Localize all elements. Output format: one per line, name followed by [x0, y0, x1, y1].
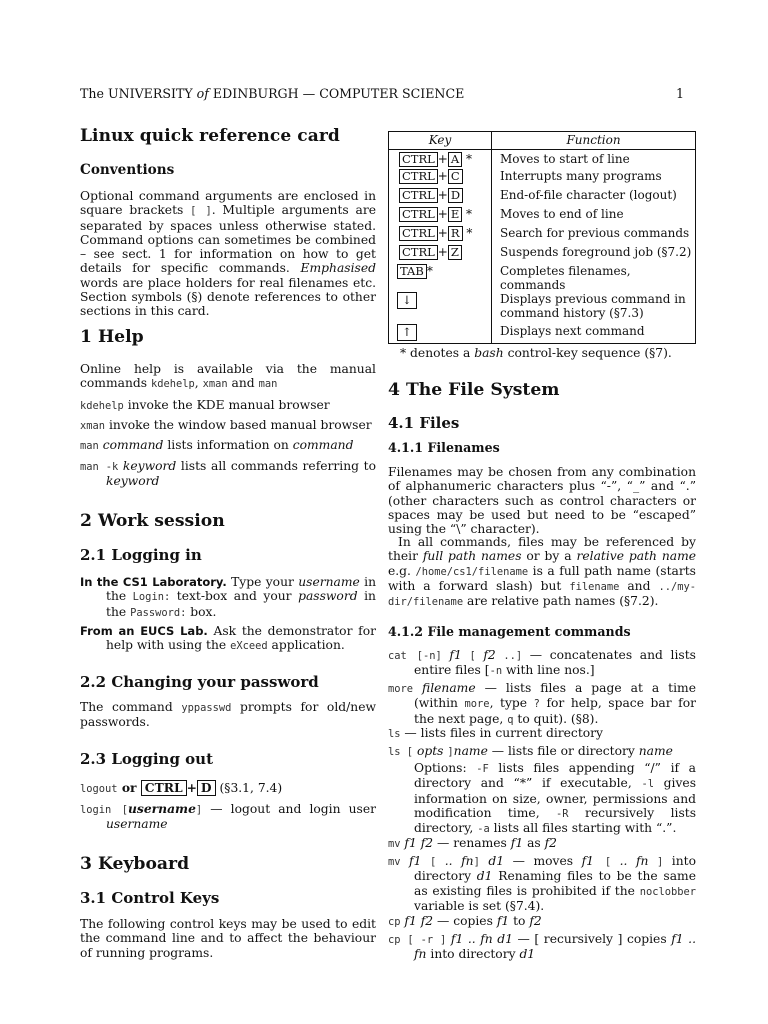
logging-out-heading: 2.3 Logging out: [80, 750, 214, 768]
table-row: CTRL + D End-of-file character (logout): [389, 188, 696, 207]
table-header-row: [389, 132, 696, 150]
control-keys-heading: 3.1 Control Keys: [80, 889, 220, 907]
work-session-heading: 2 Work session: [80, 511, 225, 531]
cmd-cp-copy: cp f1 f2 — copies f1 to f2: [388, 914, 542, 928]
files-heading: 4.1 Files: [388, 414, 460, 432]
up-arrow-icon: ↑: [397, 324, 417, 341]
table-footnote: * denotes a bash control-key sequence (§7).: [400, 346, 672, 360]
header-title: The UNIVERSITY of EDINBURGH — COMPUTER SCIENCE: [80, 86, 465, 101]
down-arrow-icon: ↓: [397, 292, 417, 309]
table-row: CTRL + Z Suspends foreground job (§7.2): [389, 245, 696, 264]
filenames-heading: 4.1.1 Filenames: [388, 440, 500, 455]
filenames-text: Filenames may be chosen from any combination of alphanumeric characters plus “-”, “_” and “.” (other characters such as control characters or spaces may be used but need to be “escaped” using the “\” character).: [388, 465, 696, 537]
ctrl-key: CTRL: [141, 780, 187, 796]
table-row: ↑ Displays next command: [389, 324, 696, 344]
tab-key: TAB: [397, 264, 427, 279]
col-function-header: Function: [492, 132, 696, 150]
control-keys-text: The following control keys may be used to edit the command line and to affect the behaviour of running programs.: [80, 917, 376, 960]
help-item-man-k: man -k keyword lists all commands referring to keyword: [80, 459, 376, 489]
cs1-lab-text: In the CS1 Laboratory. Type your username in the Login: text-box and your password in the Password: box.: [80, 575, 376, 619]
logout-line: logout or CTRL + D (§3.1, 7.4): [80, 780, 283, 795]
help-heading: 1 Help: [80, 327, 144, 347]
ls-options-text: Options: -F lists files appending “/” if a directory and “*” if executable, -l gives information on size, owner, permissions and modification time, -R recursively lists directory, -a lists all files starting with “.”.: [414, 761, 697, 836]
table-row: ↓ Displays previous command in command history (§7.3): [389, 292, 696, 324]
cmd-ls: ls — lists files in current directory: [388, 726, 603, 740]
card-title: Linux quick reference card: [80, 126, 340, 146]
page-header: [80, 87, 684, 103]
conventions-text: Optional command arguments are enclosed in square brackets [ ]. Multiple arguments are separated by spaces unless otherwise stated. Command options can sometimes be combined – see sect. 1 for information on how to get details for specific commands. Emphasised words are place holders for real filenames etc. Section symbols (§) denote references to other sections in this card.: [80, 189, 376, 319]
conventions-heading: Conventions: [80, 162, 175, 178]
table-row: CTRL + R * Search for previous commands: [389, 226, 696, 245]
cmd-mv-rename: mv f1 f2 — renames f1 as f2: [388, 836, 557, 850]
pathnames-text: In all commands, files may be referenced by their full path names or by a relative path name e.g. /home/cs1/filename is a full path name (starts with a forward slash) but filename and ../my-dir/filename are relative path names (§7.2).: [388, 535, 697, 609]
logging-in-heading: 2.1 Logging in: [80, 546, 202, 564]
page-number: 1: [675, 86, 684, 101]
file-system-heading: 4 The File System: [388, 380, 560, 400]
password-text: The command yppasswd prompts for old/new passwords.: [80, 700, 376, 730]
changing-password-heading: 2.2 Changing your password: [80, 673, 319, 691]
help-item-kdehelp: kdehelp invoke the KDE manual browser: [80, 398, 330, 412]
file-management-heading: 4.1.2 File management commands: [388, 624, 631, 639]
table-row: CTRL + E * Moves to end of line: [389, 207, 696, 226]
cmd-cat: cat [-n] f1 [ f2 ..] — concatenates and lists entire files [-n with line nos.]: [388, 648, 696, 678]
table-row: CTRL + A * Moves to start of line: [389, 150, 696, 169]
login-line: login [username] — logout and login user username: [80, 801, 376, 832]
help-intro: Online help is available via the manual commands kdehelp, xman and man: [80, 362, 376, 391]
d-key: D: [197, 780, 216, 796]
eucs-lab-text: From an EUCS Lab. Ask the demonstrator for help with using the eXceed application.: [80, 624, 376, 653]
keyboard-heading: 3 Keyboard: [80, 854, 190, 874]
table-row: CTRL + C Interrupts many programs: [389, 169, 696, 188]
cmd-ls-opts: ls [ opts ]name — lists file or directory name: [388, 744, 673, 758]
col-key-header: Key: [389, 132, 492, 150]
table-row: TAB * Completes filenames, commands: [389, 264, 696, 292]
help-item-xman: xman invoke the window based manual browser: [80, 418, 372, 432]
cmd-cp-recursive: cp [ -r ] f1 .. fn d1 — [ recursively ] copies f1 .. fn into directory d1: [388, 932, 696, 962]
cmd-more: more filename — lists files a page at a time (within more, type ? for help, space bar for the next page, q to quit). (§8).: [388, 681, 696, 726]
control-key-table: [388, 131, 696, 344]
help-item-man: man command lists information on command: [80, 438, 354, 452]
cmd-mv-move: mv f1 [ .. fn] d1 — moves f1 [ .. fn ] into directory d1 Renaming files to be the same as existing files is prohibited if the noclobber variable is set (§7.4).: [388, 854, 696, 913]
